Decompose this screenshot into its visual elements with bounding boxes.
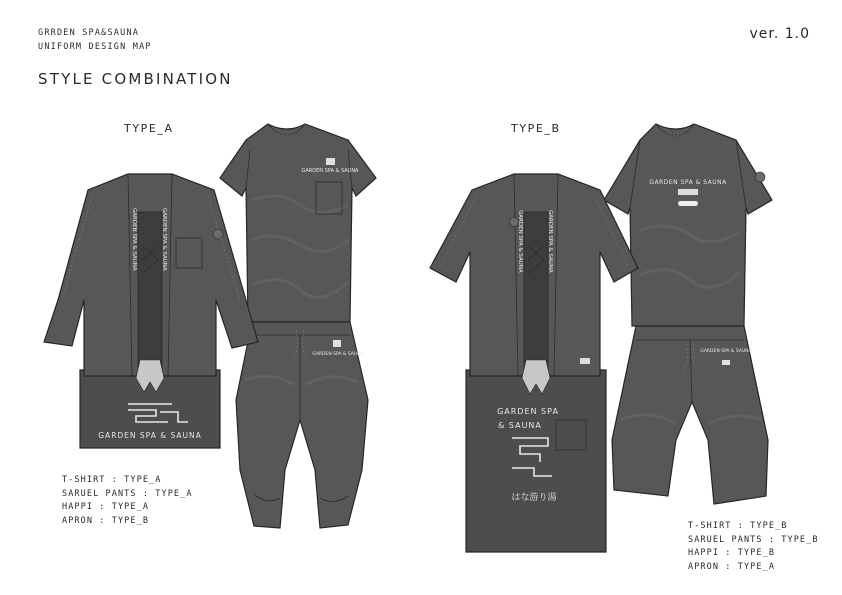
type-b-apron-jp: はな游り湯 — [511, 493, 557, 503]
spec-item: APRON : TYPE_A — [688, 561, 776, 572]
type-a-pants-logo-mark — [333, 340, 341, 347]
type-b-tshirt-logo-mark — [678, 189, 698, 195]
type-a-label: TYPE_A — [124, 122, 174, 135]
spec-item: SARUEL PANTS : TYPE_B — [688, 534, 819, 545]
spec-item: SARUEL PANTS : TYPE_A — [62, 488, 193, 499]
type-a-tshirt-logo-mark — [326, 158, 335, 165]
type-b-happi-collar-print: GARDEN SPA & SAUNA — [517, 210, 523, 273]
spec-item: T-SHIRT : TYPE_B — [688, 521, 788, 531]
version-label: ver. 1.0 — [749, 26, 810, 42]
spec-item: T-SHIRT : TYPE_A — [62, 475, 162, 485]
type-a-spec-list — [62, 474, 193, 528]
type-b-tshirt-badge — [678, 201, 698, 206]
subtitle-line: UNIFORM DESIGN MAP — [38, 42, 152, 52]
type-b-apron-print-line1: GARDEN SPA — [497, 407, 559, 416]
spec-item: APRON : TYPE_B — [62, 515, 150, 526]
type-b-label: TYPE_B — [511, 122, 561, 135]
spec-item: HAPPI : TYPE_B — [688, 548, 776, 559]
type-b-pants-logo-mark — [722, 360, 730, 365]
type-b-apron-print-line2: & SAUNA — [498, 421, 542, 430]
type-b-saruel-pants — [612, 326, 768, 504]
type-b-pants-print: GARDEN SPA & SAUNA — [700, 349, 752, 354]
type-a-happi — [44, 174, 258, 448]
type-b-happi — [430, 174, 638, 552]
spec-item: HAPPI : TYPE_A — [62, 502, 150, 513]
type-a-pants-print: GARDEN SPA & SAUNA — [312, 352, 364, 357]
type-a-apron-print: GARDEN SPA & SAUNA — [98, 431, 202, 440]
type-b-tshirt — [604, 124, 772, 326]
brand-line: GRRDEN SPA&SAUNA — [38, 28, 140, 38]
type-a-happi-collar-print-right: GARDEN SPA & SAUNA — [161, 208, 167, 271]
type-b-apron — [466, 370, 606, 552]
type-b-happi-collar-print-right: GARDEN SPA & SAUNA — [547, 210, 553, 273]
page-title: STYLE COMBINATION — [38, 70, 233, 88]
type-a-happi-collar-print: GARDEN SPA & SAUNA — [131, 208, 137, 271]
type-a-tshirt-print: GARDEN SPA & SAUNA — [301, 168, 359, 174]
type-b-tshirt-print: GARDEN SPA & SAUNA — [649, 179, 727, 186]
type-b-spec-list — [688, 520, 819, 574]
type-a-saruel-pants — [236, 322, 368, 528]
